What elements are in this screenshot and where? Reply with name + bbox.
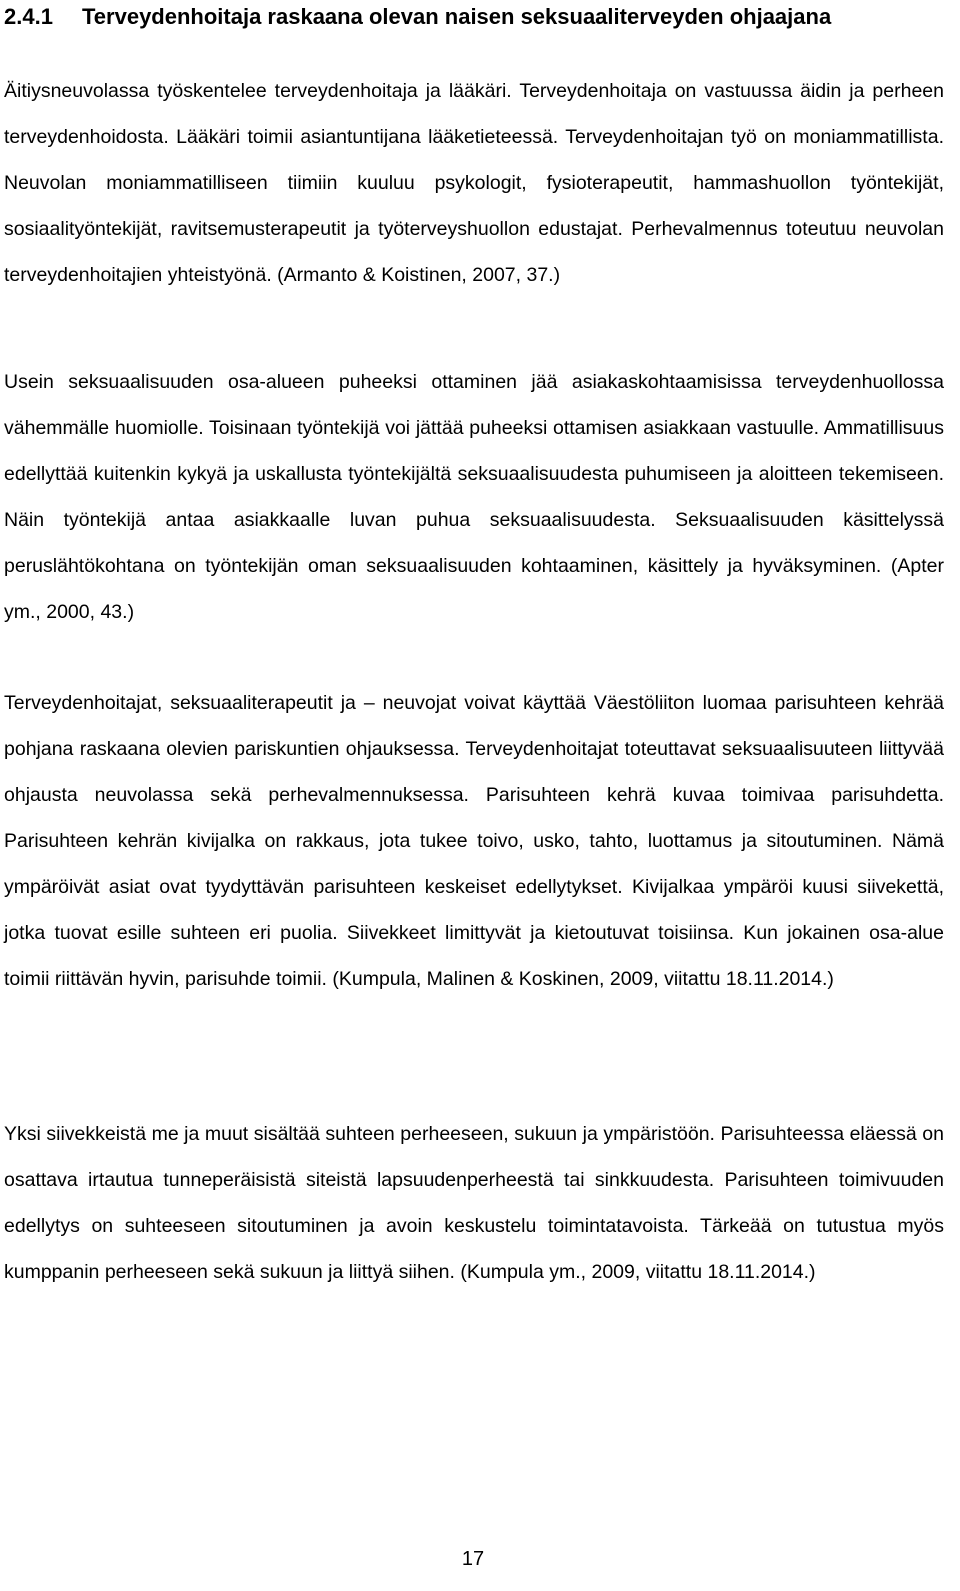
paragraph-4: Yksi siivekkeistä me ja muut sisältää suhteen perheeseen, sukuun ja ympäristöön. Parisuhteessa eläessä on osattava irtautua tunneperäisistä siteistä lapsuudenperheestä tai sinkkuudesta. Parisuhteen toimivuuden edellytys on suhteeseen sitoutuminen ja avoin keskustelu toimintatavoista. Tärkeää on tutustua myös kumppanin perheeseen sekä sukuun ja liittyä siihen. (Kumpula ym., 2009, viitattu 18.11.2014.) bbox=[4, 1123, 944, 1283]
section-heading bbox=[4, 2, 954, 32]
section-title: Terveydenhoitaja raskaana olevan naisen seksuaaliterveyden ohjaajana bbox=[82, 4, 832, 29]
paragraph-3: Terveydenhoitajat, seksuaaliterapeutit ja – neuvojat voivat käyttää Väestöliiton luomaa parisuhteen kehrää pohjana raskaana olevien pariskuntien ohjauksessa. Terveydenhoitajat toteuttavat seksuaalisuuteen liittyvää ohjausta neuvolassa sekä perhevalmennuksessa. Parisuhteen kehrä kuvaa toimivaa parisuhdetta. Parisuhteen kehrän kivijalka on rakkaus, jota tukee toivo, usko, tahto, luottamus ja sitoutuminen. Nämä ympäröivät asiat ovat tyydyttävän parisuhteen keskeiset edellytykset. Kivijalkaa ympäröi kuusi siivekettä, jotka tuovat esille suhteen eri puolia. Siivekkeet limittyvät ja kietoutuvat toisiinsa. Kun jokainen osa-alue toimii riittävän hyvin, parisuhde toimii. (Kumpula, Malinen & Koskinen, 2009, viitattu 18.11.2014.) bbox=[4, 692, 944, 990]
paragraph-2: Usein seksuaalisuuden osa-alueen puheeksi ottaminen jää asiakaskohtaamisissa terveydenhuollossa vähemmälle huomiolle. Toisinaan työntekijä voi jättää puheeksi ottamisen asiakkaan vastuulle. Ammatillisuus edellyttää kuitenkin kykyä ja uskallusta työntekijältä seksuaalisuudesta puhumiseen ja aloitteen tekemiseen. Näin työntekijä antaa asiakkaalle luvan puhua seksuaalisuudesta. Seksuaalisuuden käsittelyssä peruslähtökohtana on työntekijän oman seksuaalisuuden kohtaaminen, käsittely ja hyväksyminen. (Apter ym., 2000, 43.) bbox=[4, 371, 944, 623]
section-number: 2.4.1 bbox=[4, 4, 53, 29]
page-number: 17 bbox=[461, 1548, 485, 1570]
paragraph-1: Äitiysneuvolassa työskentelee terveydenhoitaja ja lääkäri. Terveydenhoitaja on vastuussa äidin ja perheen terveydenhoidosta. Lääkäri toimii asiantuntijana lääketieteessä. Terveydenhoitajan työ on moniammatillista. Neuvolan moniammatilliseen tiimiin kuuluu psykologit, fysioterapeutit, hammashuollon työntekijät, sosiaalityöntekijät, ravitsemusterapeutit ja työterveyshuollon edustajat. Perhevalmennus toteutuu neuvolan terveydenhoitajien yhteistyönä. (Armanto & Koistinen, 2007, 37.) bbox=[4, 80, 944, 286]
